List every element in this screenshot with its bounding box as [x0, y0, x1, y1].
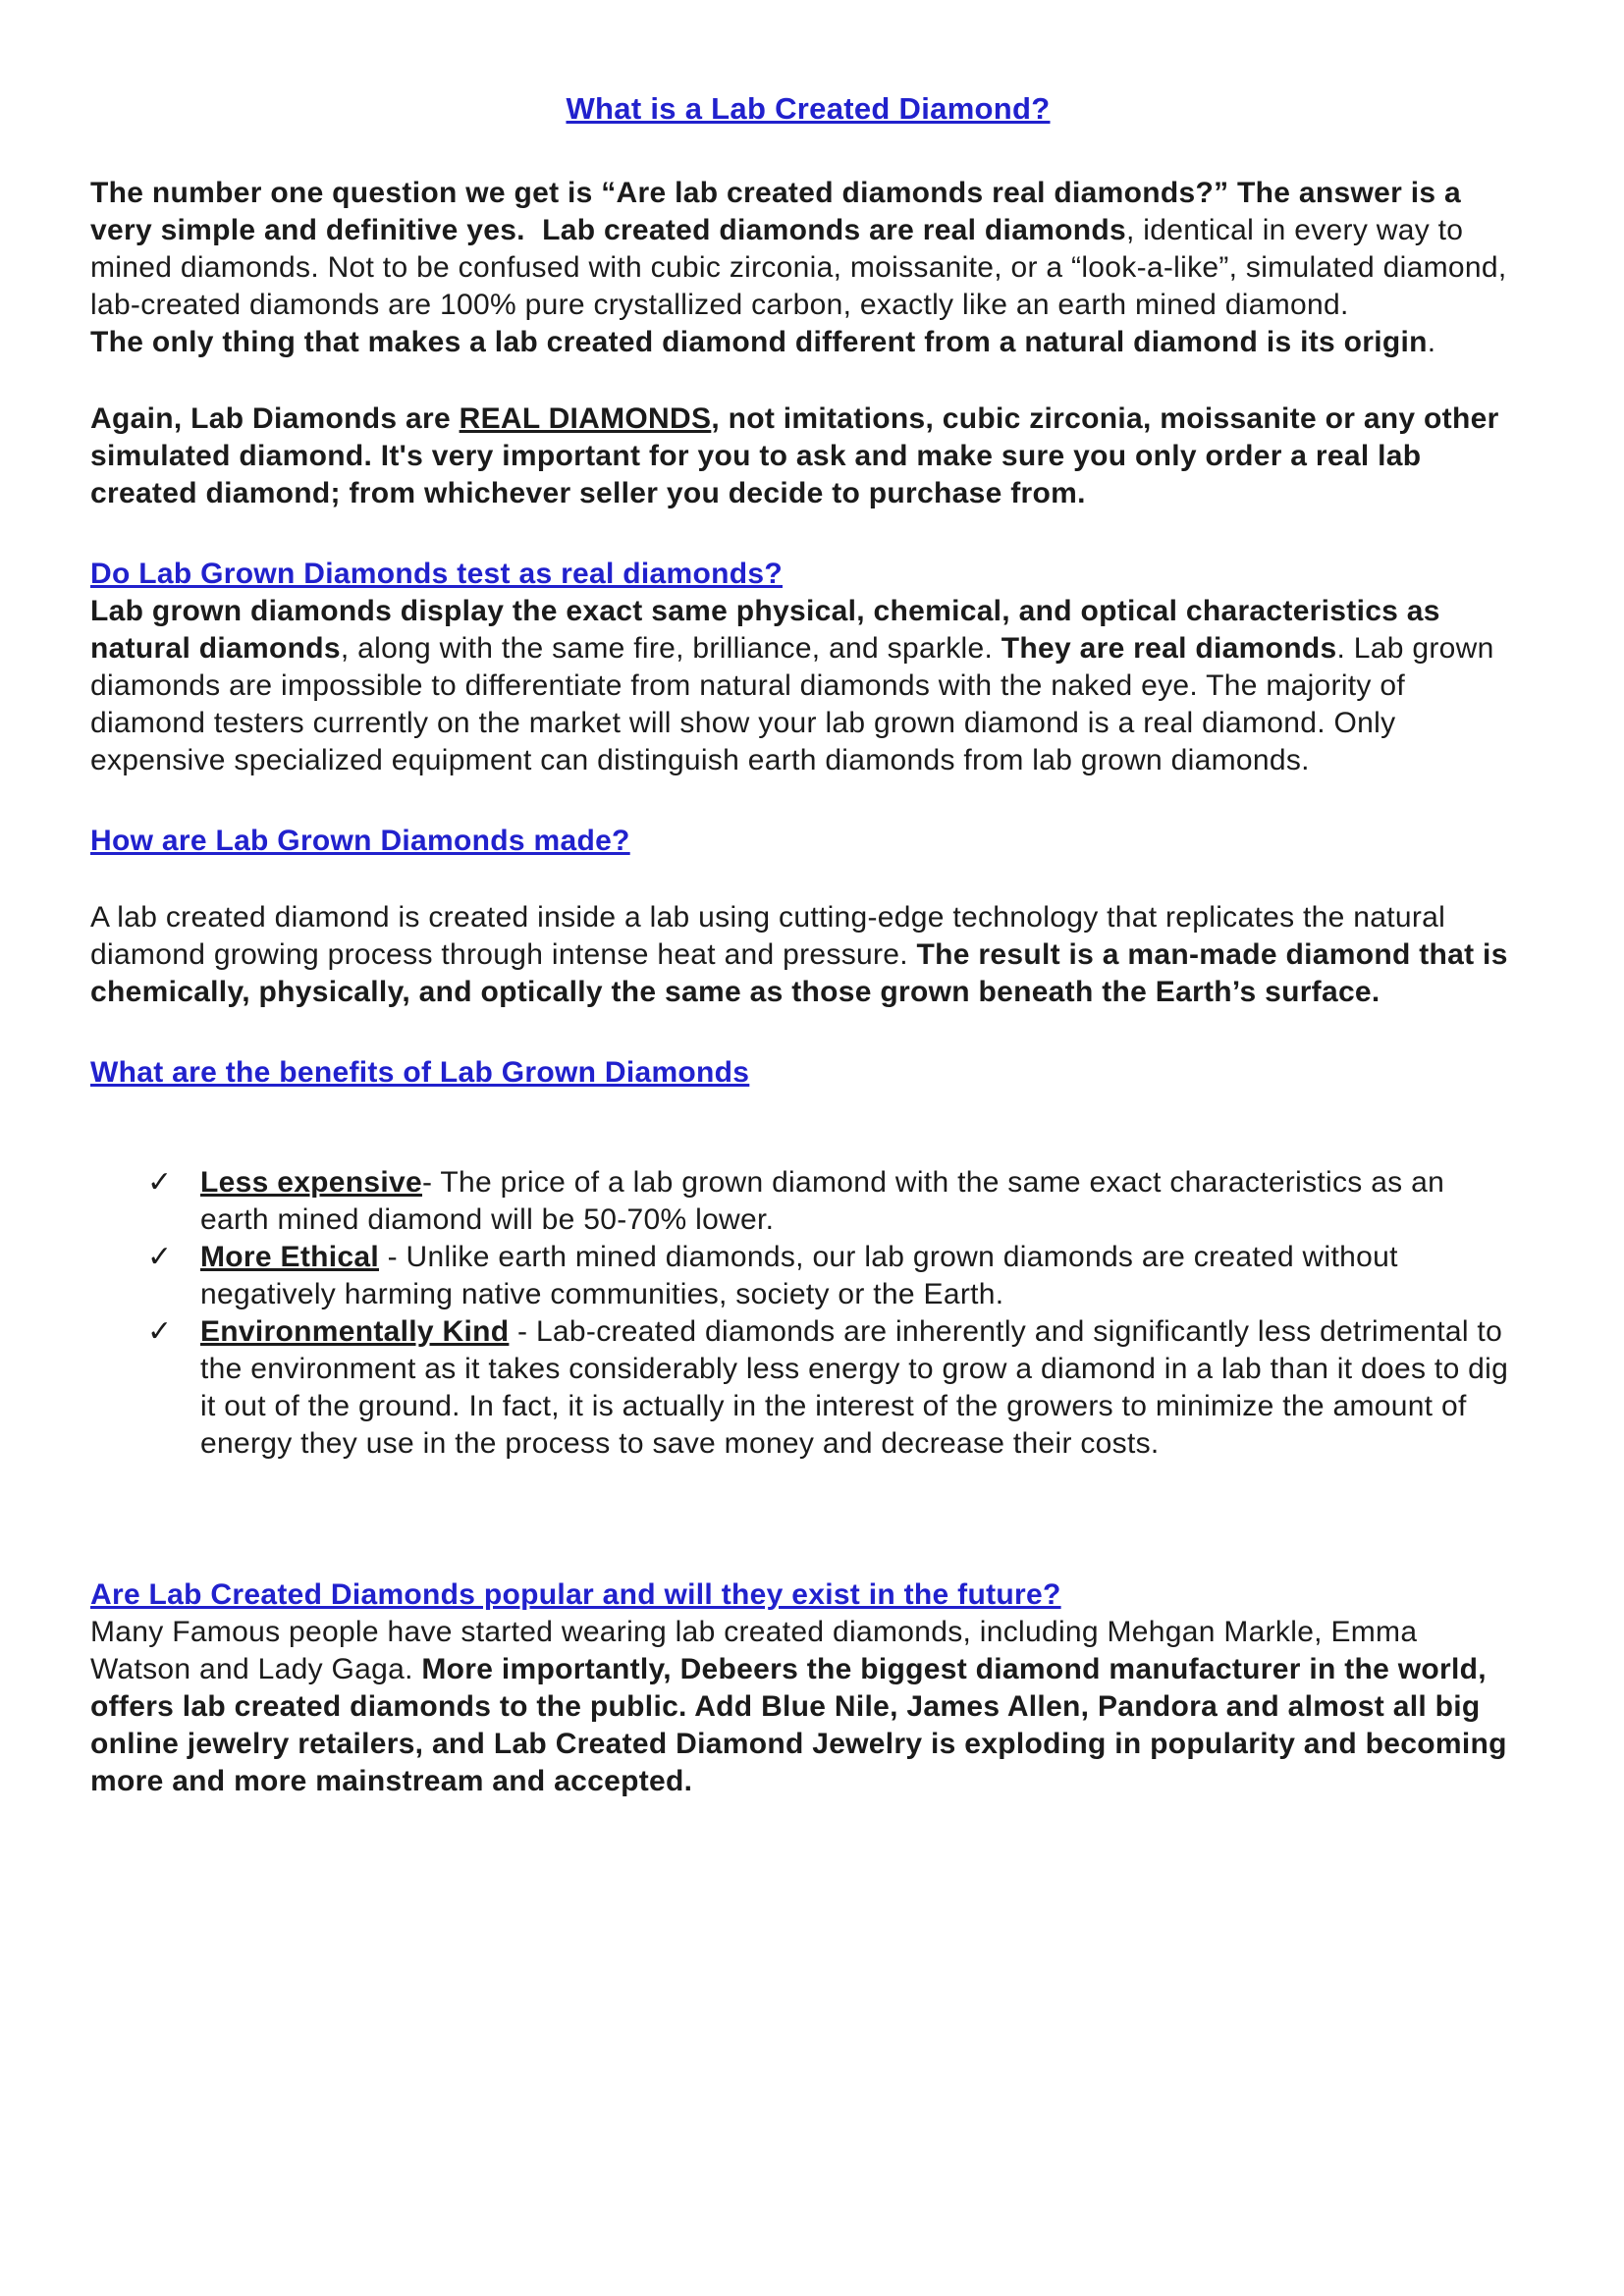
test-paragraph: Lab grown diamonds display the exact same physical, chemical, and optical characteristics as natural diamonds, along with the same fire, brilliance, and sparkle. They are real diamonds. Lab grown diamonds are impossible to differentiate from natural diamonds with the naked eye. The majority of diamond testers currently on the market will show your lab grown diamond is a real diamond. Only expensive specialized equipment can distinguish earth diamonds from lab grown diamonds. — [90, 595, 1494, 776]
list-item-text: Environmentally Kind - Lab-created diamonds are inherently and significantly less detrimental to the environment as it takes considerably less energy to grow a diamond in a lab than it does to dig it out of the ground. In fact, it is actually in the interest of the growers to minimize the amount of energy they use in the process to save money and decrease their costs. — [200, 1315, 1509, 1460]
future-paragraph: Many Famous people have started wearing lab created diamonds, including Mehgan Markle, Emma Watson and Lady Gaga. More importantly, Debeers the biggest diamond manufacturer in the world, offers lab created diamonds to the public. Add Blue Nile, James Allen, Pandora and almost all big online jewelry retailers, and Lab Created Diamond Jewelry is exploding in popularity and becoming more and more mainstream and accepted. — [90, 1616, 1507, 1797]
intro-paragraph: The number one question we get is “Are lab created diamonds real diamonds?” The answer is a very simple and definitive yes. Lab created diamonds are real diamonds, identical in every way to mined diamonds. Not to be confused with cubic zirconia, moissanite, or a “look-a-like”, simulated diamond, lab-created diamonds are 100% pure crystallized carbon, exactly like an earth mined diamond. — [90, 177, 1507, 321]
list-item-text: Less expensive- The price of a lab grown diamond with the same exact characteristics as an earth mined diamond will be 50-70% lower. — [200, 1166, 1445, 1236]
heading-popular-future[interactable]: Are Lab Created Diamonds popular and will they exist in the future? — [90, 1578, 1061, 1611]
checkmark-icon: ✓ — [147, 1166, 173, 1199]
checkmark-icon: ✓ — [147, 1241, 173, 1273]
list-item-text: More Ethical - Unlike earth mined diamonds, our lab grown diamonds are created without negatively harming native communities, society or the Earth. — [200, 1241, 1398, 1310]
heading-benefits[interactable]: What are the benefits of Lab Grown Diamonds — [90, 1056, 750, 1089]
page-title[interactable]: What is a Lab Created Diamond? — [566, 91, 1051, 126]
again-paragraph: Again, Lab Diamonds are REAL DIAMONDS, not imitations, cubic zirconia, moissanite or any other simulated diamond. It's very important for you to ask and make sure you only order a real lab created diamond; from whichever seller you decide to purchase from. — [90, 402, 1499, 509]
made-paragraph: A lab created diamond is created inside a lab using cutting-edge technology that replicates the natural diamond growing process through intense heat and pressure. The result is a man-made diamond that is chemically, physically, and optically the same as those grown beneath the Earth’s surface. — [90, 901, 1508, 1008]
benefits-list — [147, 1164, 1526, 1463]
list-item — [147, 1239, 1526, 1313]
list-item — [147, 1164, 1526, 1239]
heading-test-as-real[interactable]: Do Lab Grown Diamonds test as real diamonds? — [90, 558, 783, 590]
list-item — [147, 1313, 1526, 1463]
heading-how-made[interactable]: How are Lab Grown Diamonds made? — [90, 825, 630, 857]
origin-paragraph: The only thing that makes a lab created diamond different from a natural diamond is its origin. — [90, 326, 1436, 358]
checkmark-icon: ✓ — [147, 1315, 173, 1348]
